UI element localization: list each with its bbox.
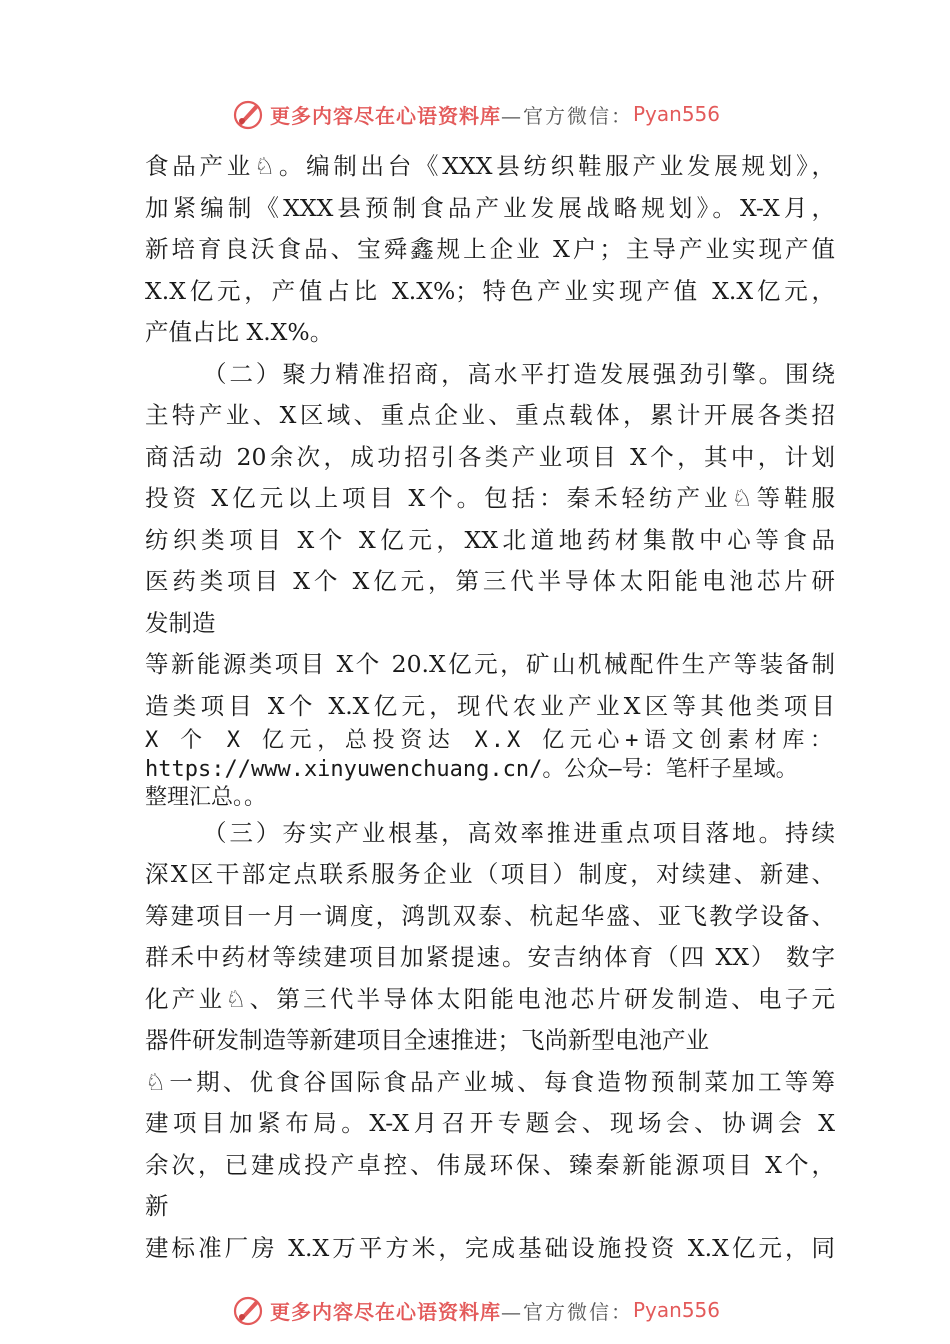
text-line: 商活动 20余次，成功招引各类产业项目 X个，其中，计划 [145, 442, 835, 471]
banner-title: 更多内容尽在心语资料库 [269, 103, 501, 128]
text-line: 发制造 [145, 608, 216, 637]
text-line: 深X区干部定点联系服务企业（项目）制度，对续建、新建、 [145, 860, 835, 888]
text-line: 新培育良沃食品、宝舜鑫规上企业 X户；主导产业实现产值 [145, 235, 835, 263]
text-line: 主特产业、X区域、重点企业、重点载体，累计开展各类招 [145, 401, 835, 429]
banner-title: 更多内容尽在心语资料库 [269, 1299, 501, 1324]
section-heading-line: （三）夯实产业根基，高效率推进重点项目落地。持续 [203, 818, 835, 847]
header-banner [0, 94, 950, 134]
text-line: 投资 X亿元以上项目 X个。包括：秦禾轻纺产业♘等鞋服 [145, 484, 835, 512]
text-line: 食品产业♘。编制出台《XXX县纺织鞋服产业发展规划》， [145, 152, 835, 180]
text-line: 筹建项目一月一调度，鸿凯双泰、杭起华盛、亚飞教学设备、 [145, 901, 835, 930]
text-line: 化产业♘、第三代半导体太阳能电池芯片研发制造、电子元 [145, 984, 835, 1013]
banner-wechat-label: —官方微信： [500, 103, 633, 128]
text-line: ♘一期、优食谷国际食品产业城、每食造物预制菜加工等筹 [145, 1067, 835, 1096]
text-line: 整理汇总。。 [145, 785, 267, 810]
brush-seal-logo-icon [230, 1292, 266, 1328]
text-line: 新 [145, 1192, 169, 1220]
text-line: 纺织类项目 X个 X亿元，XX北道地药材集散中心等食品 [145, 525, 835, 554]
text-line: X.X亿元，产值占比 X.X%；特色产业实现产值 X.X亿元， [145, 276, 835, 305]
text-line: 器件研发制造等新建项目全速推进；飞尚新型电池产业 [145, 1026, 709, 1054]
text-line: 群禾中药材等续建项目加紧提速。安吉纳体育（四 XX） 数字 [145, 943, 835, 971]
text-line: 余次，已建成投产卓控、伟晟环保、臻秦新能源项目 X个， [145, 1150, 835, 1179]
text-line: 加紧编制《XXX县预制食品产业发展战略规划》。X-X月， [145, 193, 835, 222]
text-line: 造类项目 X个 X.X亿元，现代农业产业X区等其他类项目 [145, 691, 835, 720]
url-line: https://www.xinyuwenchuang.cn/。公众—号：笔杆子星域。 [145, 756, 798, 782]
text-line: 建项目加紧布局。X-X月召开专题会、现场会、协调会 X [145, 1109, 835, 1137]
section-heading-line: （二）聚力精准招商，高水平打造发展强劲引擎。围绕 [203, 359, 835, 388]
banner-wechat-id: Pyan556 [632, 102, 720, 126]
text-line: 医药类项目 X个 X亿元，第三代半导体太阳能电池芯片研 [145, 567, 835, 595]
text-line: 等新能源类项目 X个 20.X亿元，矿山机械配件生产等装备制 [145, 650, 835, 678]
banner-wechat-id: Pyan556 [632, 1298, 720, 1322]
brush-seal-logo-icon [230, 96, 266, 132]
text-line: 产值占比 X.X%。 [145, 318, 334, 346]
footer-banner [0, 1290, 950, 1330]
banner-wechat-label: —官方微信： [500, 1299, 633, 1324]
document-body [145, 146, 835, 1269]
text-line: 建标准厂房 X.X万平方米，完成基础设施投资 X.X亿元，同 [145, 1233, 835, 1262]
text-line: X 个 X 亿元，总投资达 X.X 亿元心+语文创素材库： [145, 728, 835, 753]
